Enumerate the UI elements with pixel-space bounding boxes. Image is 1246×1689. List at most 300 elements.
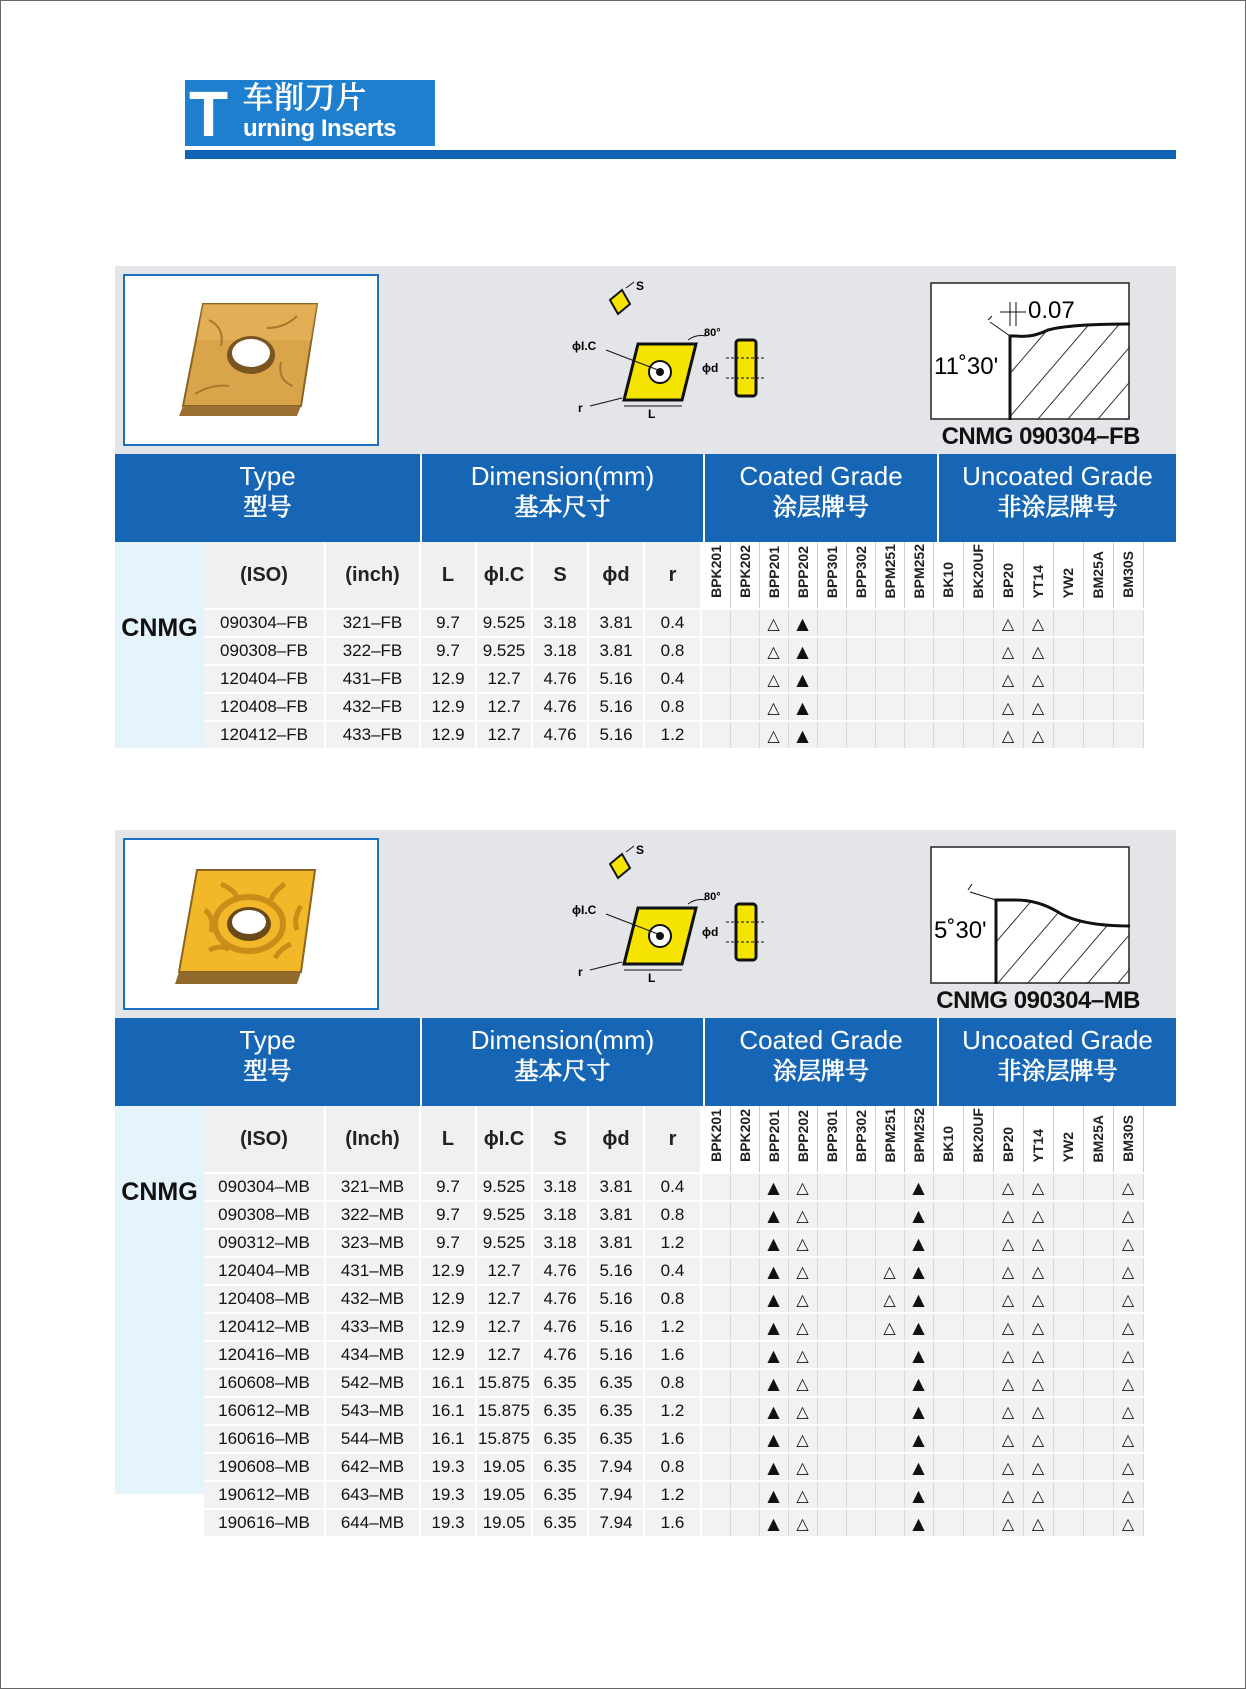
iso-cell: 090312–MB [204,1229,325,1257]
dimension-label-en: Dimension(mm) [470,1025,655,1055]
table-row [204,1285,1143,1313]
l-cell: 12.9 [420,721,476,749]
s-cell: 3.18 [532,1229,588,1257]
s-cell: 6.35 [532,1369,588,1397]
grade-mark [1083,1369,1113,1397]
grade-mark [1053,1313,1083,1341]
grade-mark [904,665,933,693]
grade-mark [904,693,933,721]
grade-label: YW2 [1060,567,1076,598]
d-cell: 6.35 [588,1369,644,1397]
grade-label: BPK201 [707,1109,724,1162]
grade-label: BK10 [940,1126,956,1162]
header-title-en: urning Inserts [243,115,397,142]
coated-label-en: Coated Grade [739,1025,903,1055]
insert-photo [123,274,379,446]
grade-header [1023,1106,1053,1173]
l-cell: 9.7 [420,1229,476,1257]
grade-header [963,542,993,609]
grade-mark: △ [788,1173,817,1201]
l-cell: 12.9 [420,1341,476,1369]
insert-caption: CNMG 090304–MB [936,987,1140,1014]
grade-mark [817,1509,846,1537]
table-row [204,1173,1143,1201]
grade-label: BPM251 [881,543,898,598]
grade-mark: ▲ [904,1257,933,1285]
table-row [204,1229,1143,1257]
grade-mark [1053,1397,1083,1425]
grade-mark [933,609,963,637]
grade-label: BM25A [1090,550,1106,598]
grade-mark [875,1229,904,1257]
grade-mark [846,1425,875,1453]
header-rule [185,150,1176,159]
grade-mark [1053,693,1083,721]
r-cell: 0.4 [644,665,701,693]
r-cell: 0.4 [644,609,701,637]
s-cell: 4.76 [532,1341,588,1369]
d-cell: 6.35 [588,1397,644,1425]
ic-cell: 12.7 [476,1313,532,1341]
grade-label: BPP202 [794,545,811,598]
grade-label: BPP302 [852,545,869,598]
grade-mark: △ [759,721,788,749]
grade-mark [963,1341,993,1369]
grade-mark [1053,1257,1083,1285]
grade-header [875,1106,904,1173]
iso-cell: 090304–MB [204,1173,325,1201]
r-cell: 0.8 [644,1201,701,1229]
l-cell: 12.9 [420,1285,476,1313]
grade-mark [933,1173,963,1201]
grade-mark [730,637,759,665]
grade-mark: ▲ [904,1285,933,1313]
col-s: S [532,1106,588,1173]
group-header [115,454,1176,542]
grade-mark: △ [1023,1509,1053,1537]
diagram-label-s: S [636,843,645,857]
d-cell: 7.94 [588,1453,644,1481]
edge-geometry [930,846,1130,984]
grade-mark [846,1313,875,1341]
grade-mark [1053,1229,1083,1257]
iso-cell: 160608–MB [204,1369,325,1397]
grade-header [788,1106,817,1173]
grade-label: BK10 [940,562,956,598]
diagram-label-r: r [578,401,583,415]
grade-mark: ▲ [759,1369,788,1397]
grade-header [904,1106,933,1173]
table-row [204,1201,1143,1229]
grade-mark [963,1313,993,1341]
grade-label: BPM251 [881,1107,898,1162]
grade-mark: △ [1023,1201,1053,1229]
grade-mark [817,1369,846,1397]
grade-mark [933,1481,963,1509]
iso-cell: 090304–FB [204,609,325,637]
ic-cell: 12.7 [476,721,532,749]
grade-label: BK20UF [970,1107,986,1162]
grade-mark: △ [993,637,1023,665]
spec-table [204,1106,1144,1538]
dimension-label-cn: 基本尺寸 [514,1057,611,1085]
grade-mark: △ [993,1341,1023,1369]
s-cell: 4.76 [532,693,588,721]
grade-mark [1053,665,1083,693]
dimension-label-cn: 基本尺寸 [514,493,611,521]
s-cell: 3.18 [532,637,588,665]
inch-cell: 431–FB [325,665,420,693]
grade-header [963,1106,993,1173]
diagram-label-l: L [648,407,656,421]
l-cell: 12.9 [420,665,476,693]
grade-mark [904,721,933,749]
grade-mark: △ [788,1201,817,1229]
iso-cell: 120408–FB [204,693,325,721]
table-row [204,1397,1143,1425]
dimension-label-en: Dimension(mm) [470,461,655,491]
diagram-label-angle: 80° [704,327,721,339]
grade-header [701,1106,730,1173]
grade-mark: ▲ [759,1425,788,1453]
grade-mark [963,609,993,637]
coated-label-cn: 涂层牌号 [773,1057,869,1085]
grade-header [875,542,904,609]
grade-mark [963,1425,993,1453]
grade-mark: △ [993,1481,1023,1509]
grade-mark [730,1425,759,1453]
s-cell: 3.18 [532,609,588,637]
d-cell: 5.16 [588,665,644,693]
grade-mark [904,637,933,665]
diagram-label-ic: ϕI.C [572,339,597,353]
grade-mark [875,1201,904,1229]
grade-label: BPK202 [736,1109,753,1162]
spec-table [204,542,1144,750]
grade-mark: △ [993,609,1023,637]
grade-mark: ▲ [759,1341,788,1369]
ic-cell: 9.525 [476,1201,532,1229]
table-row [204,693,1143,721]
inch-cell: 322–MB [325,1201,420,1229]
inch-cell: 432–MB [325,1285,420,1313]
grade-mark: ▲ [788,721,817,749]
grade-mark [1083,721,1113,749]
table-row [204,665,1143,693]
grade-mark: △ [1023,1313,1053,1341]
iso-cell: 120404–FB [204,665,325,693]
grade-mark [701,1453,730,1481]
grade-mark [875,1173,904,1201]
ic-cell: 12.7 [476,1341,532,1369]
grade-label: YT14 [1030,564,1046,598]
grade-mark [933,665,963,693]
iso-cell: 120412–FB [204,721,325,749]
grade-mark [846,693,875,721]
grade-mark: △ [788,1257,817,1285]
grade-mark [817,693,846,721]
grade-mark: ▲ [904,1173,933,1201]
grade-mark [933,1369,963,1397]
grade-mark [701,1257,730,1285]
grade-mark: △ [1023,1229,1053,1257]
inch-cell: 433–MB [325,1313,420,1341]
type-column [115,1106,204,1494]
geom-angle: 5˚30' [934,917,987,944]
ic-cell: 19.05 [476,1481,532,1509]
col-r: r [644,1106,701,1173]
grade-mark [701,1509,730,1537]
grade-mark [875,665,904,693]
type-label-cn: 型号 [243,493,292,521]
grade-header [1053,1106,1083,1173]
inch-cell: 434–MB [325,1341,420,1369]
coated-label-cn: 涂层牌号 [773,493,869,521]
ic-cell: 12.7 [476,1285,532,1313]
grade-mark [701,1341,730,1369]
grade-mark [875,693,904,721]
grade-mark [1053,1369,1083,1397]
diagram-label-d: ϕd [702,361,719,375]
grade-header [933,542,963,609]
d-cell: 7.94 [588,1481,644,1509]
grade-header [1023,542,1053,609]
grade-mark: △ [1023,1425,1053,1453]
header-title-cn: 车削刀片 [243,81,367,116]
grade-mark [933,1257,963,1285]
d-cell: 3.81 [588,1201,644,1229]
grade-mark: △ [993,1397,1023,1425]
grade-mark [1083,1425,1113,1453]
table-row [204,1257,1143,1285]
grade-mark: △ [1113,1453,1143,1481]
grade-mark [1083,1453,1113,1481]
r-cell: 0.8 [644,1285,701,1313]
grade-mark [933,1201,963,1229]
grade-mark [817,1341,846,1369]
diagram-label-ic: ϕI.C [572,903,597,917]
grade-mark [963,1201,993,1229]
grade-mark: △ [993,1229,1023,1257]
grade-label: BM30S [1120,551,1136,598]
grade-mark [846,1229,875,1257]
grade-mark: △ [759,693,788,721]
geom-angle: 11˚30' [934,353,999,380]
r-cell: 1.2 [644,1229,701,1257]
grade-mark: △ [1113,1397,1143,1425]
grade-label: BPM252 [910,543,927,598]
grade-mark [1113,665,1143,693]
grade-header [759,542,788,609]
grade-mark [1053,1201,1083,1229]
grade-mark: △ [993,665,1023,693]
grade-mark [963,1369,993,1397]
grade-mark: ▲ [759,1453,788,1481]
grade-mark [875,1369,904,1397]
grade-label: BPP301 [823,1109,840,1162]
grade-mark [701,665,730,693]
col-r: r [644,542,701,609]
geom-land: 0.07 [1028,297,1075,324]
inch-cell: 642–MB [325,1453,420,1481]
grade-mark: △ [1023,721,1053,749]
grade-mark [730,1201,759,1229]
group-coated [705,1018,937,1106]
grade-mark: △ [1113,1509,1143,1537]
grade-mark [1083,693,1113,721]
grade-mark [817,1425,846,1453]
grade-mark: △ [875,1285,904,1313]
insert-caption: CNMG 090304–FB [941,423,1140,450]
ic-cell: 12.7 [476,1257,532,1285]
grade-mark [846,1201,875,1229]
grade-label: BPK201 [707,545,724,598]
d-cell: 5.16 [588,1313,644,1341]
grade-mark [846,609,875,637]
grade-mark [817,1229,846,1257]
iso-cell: 160612–MB [204,1397,325,1425]
l-cell: 19.3 [420,1481,476,1509]
l-cell: 9.7 [420,1173,476,1201]
grade-mark: △ [1023,1481,1053,1509]
col-s: S [532,542,588,609]
grade-mark [701,1229,730,1257]
grade-mark [1083,609,1113,637]
s-cell: 4.76 [532,665,588,693]
table-row [204,1509,1143,1537]
grade-mark [1053,1285,1083,1313]
grade-mark [875,1341,904,1369]
r-cell: 1.2 [644,1397,701,1425]
grade-mark [817,1453,846,1481]
l-cell: 16.1 [420,1397,476,1425]
l-cell: 9.7 [420,637,476,665]
grade-mark [846,1369,875,1397]
grade-mark [817,1201,846,1229]
r-cell: 0.4 [644,1257,701,1285]
grade-header [788,542,817,609]
grade-mark: △ [759,637,788,665]
grade-mark [1083,1341,1113,1369]
type-name: CNMG [121,614,198,642]
grade-mark [730,1341,759,1369]
grade-mark [875,1453,904,1481]
diagram-label-d: ϕd [702,925,719,939]
insert-diagram [570,274,800,424]
r-cell: 1.6 [644,1425,701,1453]
grade-mark: ▲ [904,1229,933,1257]
grade-mark [1083,1285,1113,1313]
grade-mark: △ [993,1285,1023,1313]
grade-mark: △ [993,693,1023,721]
ic-cell: 15.875 [476,1369,532,1397]
inch-cell: 431–MB [325,1257,420,1285]
grade-mark: △ [875,1313,904,1341]
grade-mark [846,1397,875,1425]
grade-mark [963,637,993,665]
grade-mark [963,1453,993,1481]
grade-mark [1053,609,1083,637]
grade-mark: ▲ [759,1509,788,1537]
group-type [115,1018,420,1106]
grade-mark: ▲ [788,665,817,693]
inch-cell: 323–MB [325,1229,420,1257]
grade-mark [963,693,993,721]
inch-cell: 433–FB [325,721,420,749]
grade-mark [1053,1173,1083,1201]
grade-mark [1083,1201,1113,1229]
r-cell: 0.8 [644,637,701,665]
grade-mark: △ [1113,1313,1143,1341]
inch-cell: 542–MB [325,1369,420,1397]
grade-mark [1083,1509,1113,1537]
r-cell: 1.2 [644,1313,701,1341]
grade-mark [817,1173,846,1201]
iso-cell: 120412–MB [204,1313,325,1341]
grade-mark: △ [1113,1173,1143,1201]
l-cell: 19.3 [420,1453,476,1481]
grade-mark: △ [1023,693,1053,721]
type-label-cn: 型号 [243,1057,292,1085]
grade-mark [963,1229,993,1257]
s-cell: 6.35 [532,1509,588,1537]
grade-mark: ▲ [759,1397,788,1425]
grade-mark [1083,1257,1113,1285]
table-row [204,1453,1143,1481]
d-cell: 3.81 [588,1173,644,1201]
grade-header [701,542,730,609]
grade-mark [1113,637,1143,665]
group-header [115,1018,1176,1106]
grade-header [904,542,933,609]
r-cell: 0.4 [644,1173,701,1201]
col-iso: (ISO) [204,542,325,609]
grade-mark: △ [1023,1369,1053,1397]
grade-header [1083,1106,1113,1173]
s-cell: 4.76 [532,1257,588,1285]
grade-mark [701,609,730,637]
grade-label: BPK202 [736,545,753,598]
grade-mark: △ [1113,1257,1143,1285]
grade-mark [1053,1509,1083,1537]
iso-cell: 120404–MB [204,1257,325,1285]
grade-mark: △ [759,609,788,637]
grade-mark: △ [993,1313,1023,1341]
uncoated-label-en: Uncoated Grade [962,461,1153,491]
grade-mark: △ [993,1425,1023,1453]
grade-mark: △ [1113,1425,1143,1453]
d-cell: 5.16 [588,1257,644,1285]
grade-mark: ▲ [759,1313,788,1341]
d-cell: 3.81 [588,609,644,637]
r-cell: 1.2 [644,1481,701,1509]
group-uncoated [939,1018,1176,1106]
grade-mark [963,1397,993,1425]
grade-mark [875,1425,904,1453]
grade-mark: ▲ [759,1201,788,1229]
grade-mark: △ [993,1173,1023,1201]
grade-mark [846,1481,875,1509]
grade-mark: ▲ [759,1229,788,1257]
grade-mark [701,1369,730,1397]
grade-label: BM30S [1120,1115,1136,1162]
grade-mark [730,1453,759,1481]
grade-label: BPP202 [794,1109,811,1162]
grade-mark: △ [1023,1285,1053,1313]
table-row [204,1425,1143,1453]
grade-mark [730,1229,759,1257]
grade-mark: △ [1023,637,1053,665]
